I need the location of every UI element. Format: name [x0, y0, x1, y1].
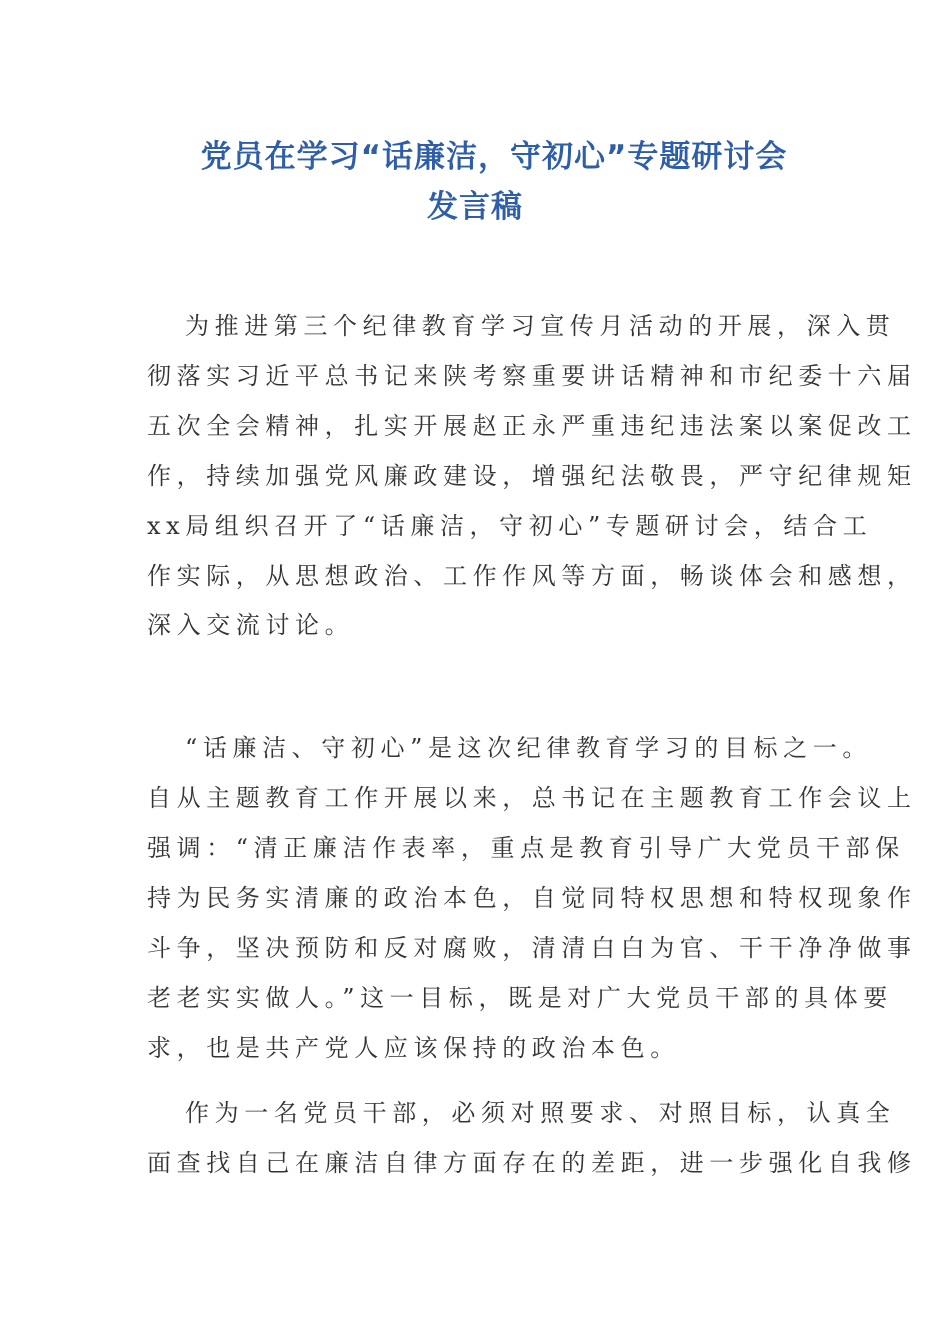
paragraph-1-line: 作实际，从思想政治、工作作风等方面，畅谈体会和感想， [147, 562, 917, 590]
paragraph-3-line: 面查找自己在廉洁自律方面存在的差距，进一步强化自我修 [147, 1149, 917, 1177]
document-title-line-2: 发言稿 [427, 189, 523, 225]
paragraph-1-line: 深入交流讨论。 [147, 611, 355, 639]
paragraph-2-line: 持为民务实清廉的政治本色，自觉同特权思想和特权现象作 [147, 884, 917, 912]
paragraph-2-line: 自从主题教育工作开展以来，总书记在主题教育工作会议上 [147, 784, 917, 812]
paragraph-2-line: 老老实实做人。”这一目标，既是对广大党员干部的具体要 [147, 984, 893, 1012]
paragraph-2-line: 斗争，坚决预防和反对腐败，清清白白为官、干干净净做事 [147, 934, 917, 962]
paragraph-1-line: xx局组织召开了“话廉洁，守初心”专题研讨会，结合工 [147, 512, 873, 540]
paragraph-2-line: 强调：“清正廉洁作表率，重点是教育引导广大党员干部保 [147, 834, 905, 862]
paragraph-1-line: 彻落实习近平总书记来陕考察重要讲话精神和市纪委十六届 [147, 362, 917, 390]
paragraph-2-line: 求，也是共产党人应该保持的政治本色。 [147, 1034, 680, 1062]
document-title-line-1: 党员在学习“话廉洁，守初心”专题研讨会 [200, 139, 788, 175]
paragraph-1-line: 作，持续加强党风廉政建设，增强纪法敬畏，严守纪律规矩 [147, 462, 917, 490]
paragraph-3-line: 作为一名党员干部，必须对照要求、对照目标，认真全 [185, 1099, 896, 1127]
paragraph-2-line: “话廉洁、守初心”是这次纪律教育学习的目标之一。 [185, 734, 872, 762]
paragraph-1-line: 为推进第三个纪律教育学习宣传月活动的开展，深入贯 [185, 312, 896, 340]
paragraph-1-line: 五次全会精神，扎实开展赵正永严重违纪违法案以案促改工 [147, 412, 917, 440]
